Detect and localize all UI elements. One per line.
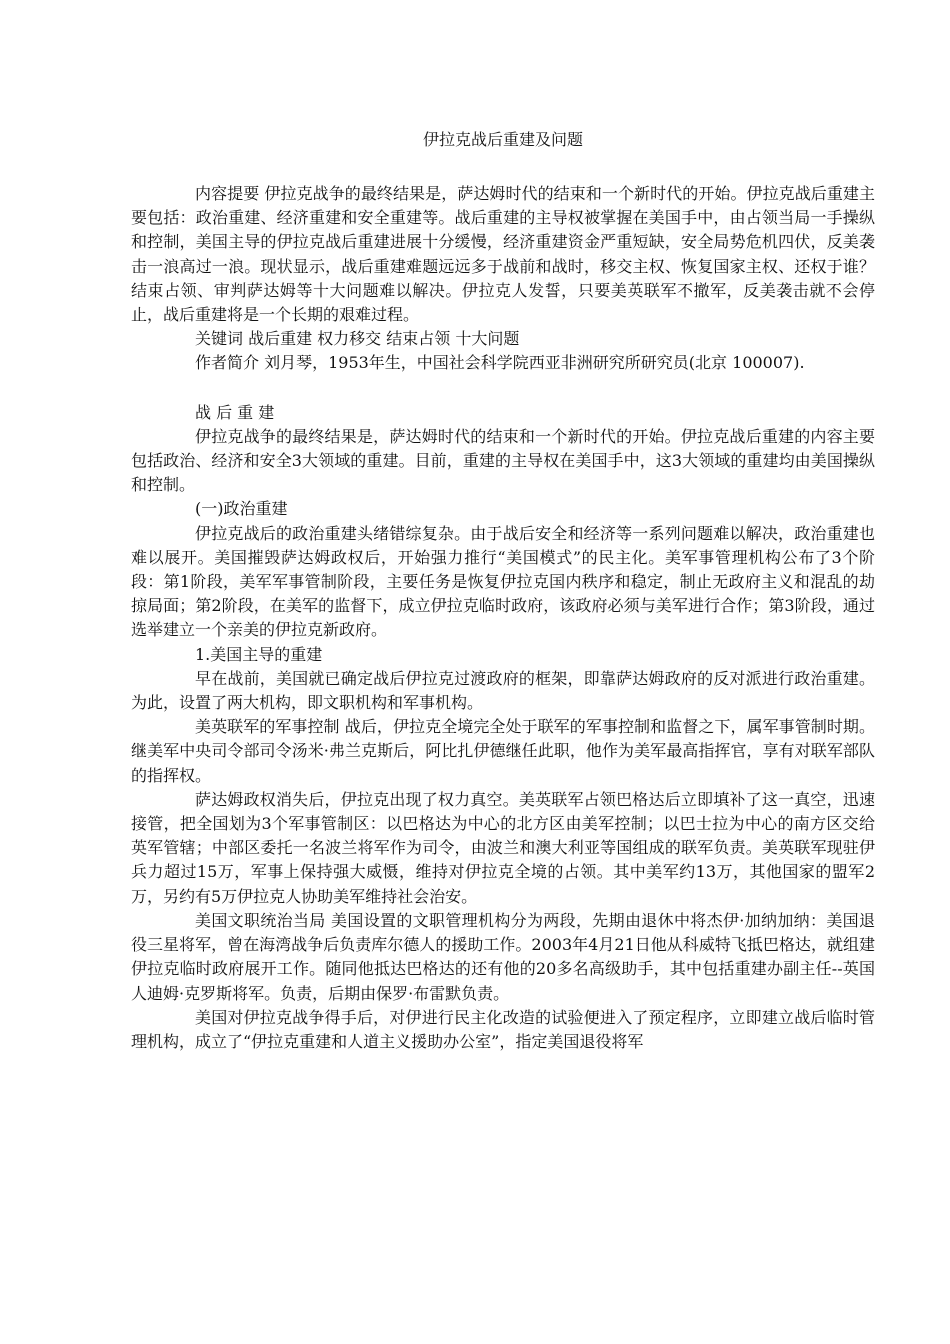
- section-heading: 战 后 重 建: [195, 402, 275, 422]
- document-page: [131, 128, 875, 1054]
- subsection-heading-us-led: 1.美国主导的重建: [195, 644, 323, 664]
- keywords-line: 关键词 战后重建 权力移交 结束占领 十大问题: [195, 329, 520, 349]
- author-bio: 作者简介 刘月琴，1953年生，中国社会科学院西亚非洲研究所研究员(北京 100007).: [195, 353, 805, 373]
- subsection-heading-political: (一)政治重建: [195, 499, 288, 519]
- section-gap: [131, 376, 875, 401]
- abstract-paragraph: 内容提要 伊拉克战争的最终结果是，萨达姆时代的结束和一个新时代的开始。伊拉克战后重建主要包括：政治重建、经济重建和安全重建等。战后重建的主导权被掌握在美国手中，由占领当局一手操纵和控制，美国主导的伊拉克战后重建进展十分缓慢，经济重建资金严重短缺，安全局势危机四伏，反美袭击一浪高过一浪。现状显示，战后重建难题远远多于战前和战时，移交主权、恢复国家主权、还权于谁？结束占领、审判萨达姆等十大问题难以解决。伊拉克人发誓，只要美英联军不撤军，反美袭击就不会停止，战后重建将是一个长期的艰难过程。: [131, 184, 875, 325]
- body-paragraph-2: 伊拉克战后的政治重建头绪错综复杂。由于战后安全和经济等一系列问题难以解决，政治重建也难以展开。美国摧毁萨达姆政权后，开始强力推行“美国模式”的民主化。美军事管理机构公布了3个阶段：第1阶段，美军军事管制阶段，主要任务是恢复伊拉克国内秩序和稳定，制止无政府主义和混乱的劫掠局面；第2阶段，在美军的监督下，成立伊拉克临时政府，该政府必须与美军进行合作；第3阶段，通过选举建立一个亲美的伊拉克新政府。: [131, 523, 875, 640]
- body-paragraph-3: 早在战前，美国就已确定战后伊拉克过渡政府的框架，即靠萨达姆政府的反对派进行政治重建。为此，设置了两大机构，即文职机构和军事机构。: [131, 668, 875, 713]
- body-paragraph-5: 萨达姆政权消失后，伊拉克出现了权力真空。美英联军占领巴格达后立即填补了这一真空，迅速接管，把全国划为3个军事管制区：以巴格达为中心的北方区由美军控制；以巴士拉为中心的南方区交给英军管辖；中部区委托一名波兰将军作为司令，由波兰和澳大利亚等国组成的联军负责。美英联军现驻伊兵力超过15万，军事上保持强大威慑，维持对伊拉克全境的占领。其中美军约13万，其他国家的盟军2万，另约有5万伊拉克人协助美军维持社会治安。: [131, 789, 875, 906]
- body-paragraph-7: 美国对伊拉克战争得手后，对伊进行民主化改造的试验便进入了预定程序，立即建立战后临时管理机构，成立了“伊拉克重建和人道主义援助办公室”，指定美国退役将军: [131, 1007, 875, 1051]
- body-paragraph-4: 美英联军的军事控制 战后，伊拉克全境完全处于联军的军事控制和监督之下，属军事管制时期。继美军中央司令部司令汤米·弗兰克斯后，阿比扎伊德继任此职，他作为美军最高指挥官，享有对联军部队的指挥权。: [131, 717, 875, 785]
- body-paragraph-6: 美国文职统治当局 美国设置的文职管理机构分为两段，先期由退休中将杰伊·加纳加纳：美国退役三星将军，曾在海湾战争后负责库尔德人的援助工作。2003年4月21日他从科威特飞抵巴格达，就组建伊拉克临时政府展开工作。随同他抵达巴格达的还有他的20多名高级助手，其中包括重建办副主任--英国人迪姆·克罗斯将军。负责，后期由保罗·布雷默负责。: [131, 910, 875, 1003]
- document-title: 伊拉克战后重建及问题: [422, 130, 583, 149]
- body-paragraph-1: 伊拉克战争的最终结果是，萨达姆时代的结束和一个新时代的开始。伊拉克战后重建的内容主要包括政治、经济和安全3大领域的重建。目前，重建的主导权在美国手中，这3大领域的重建均由美国操纵和控制。: [131, 426, 875, 495]
